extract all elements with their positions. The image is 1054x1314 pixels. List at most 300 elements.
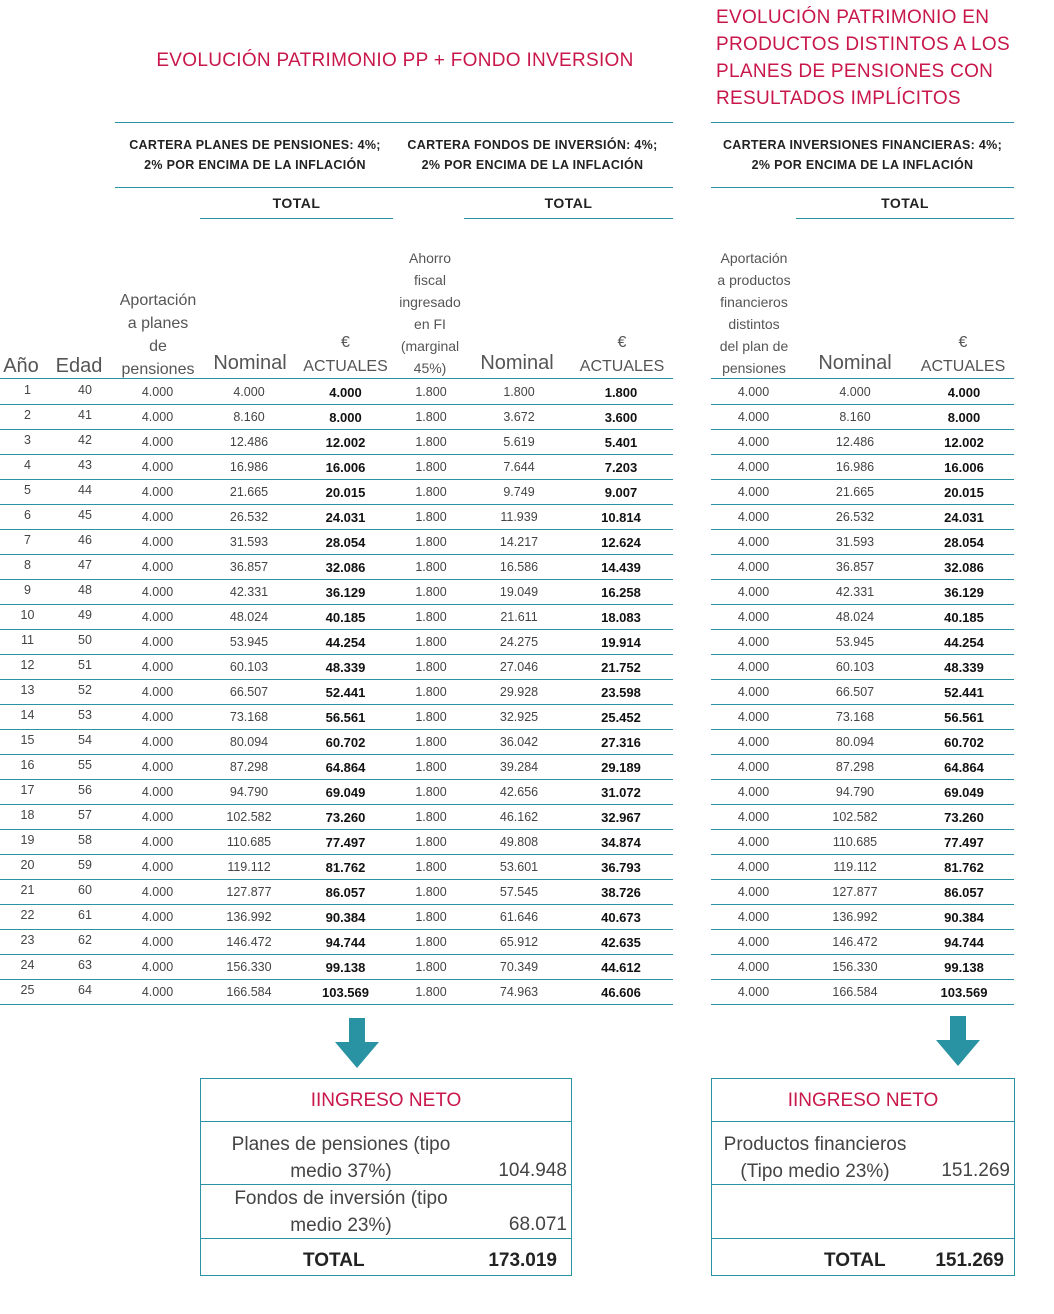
cell-ahorro-fiscal: 1.800	[393, 680, 469, 705]
table-row	[0, 430, 673, 455]
cartera-fi-line: CARTERA FONDOS DE INVERSIÓN: 4%;	[407, 138, 658, 152]
cell-ahorro-fiscal: 1.800	[393, 730, 469, 755]
header-line: a planes	[127, 315, 189, 332]
ingreso-neto-box-right	[711, 1078, 1015, 1276]
cell-actuales-pp: 77.497	[298, 830, 393, 855]
cell-aport-pp: 4.000	[115, 430, 200, 455]
cell-anio: 3	[0, 430, 55, 455]
cell-actuales-fi: 27.316	[569, 730, 673, 755]
cell-nominal-fi: 14.217	[469, 530, 569, 555]
cell-actuales-fi: 16.258	[569, 580, 673, 605]
box-title: IINGRESO NETO	[201, 1079, 571, 1122]
cell-actuales-prod: 64.864	[914, 755, 1014, 780]
table-row	[0, 555, 673, 580]
box-total-label: TOTAL	[824, 1250, 886, 1271]
header-line: €	[617, 334, 627, 351]
cell-aport-prod: 4.000	[711, 555, 796, 580]
table-row	[711, 505, 1014, 530]
cell-anio: 11	[0, 630, 55, 655]
cell-aport-pp: 4.000	[115, 805, 200, 830]
cell-nominal-prod: 127.877	[796, 880, 914, 905]
cell-nominal-fi: 32.925	[469, 705, 569, 730]
cell-nominal-prod: 146.472	[796, 930, 914, 955]
cell-aport-prod: 4.000	[711, 805, 796, 830]
cell-aport-pp: 4.000	[115, 480, 200, 505]
cell-aport-pp: 4.000	[115, 905, 200, 930]
cell-edad: 44	[55, 480, 115, 505]
table-row	[711, 855, 1014, 880]
cell-nominal-prod: 156.330	[796, 955, 914, 980]
header-line: ACTUALES	[579, 358, 665, 375]
header-line: pensiones	[121, 361, 195, 378]
cartera-pp-line: 2% POR ENCIMA DE LA INFLACIÓN	[144, 158, 366, 172]
cell-actuales-prod: 36.129	[914, 580, 1014, 605]
cell-aport-prod: 4.000	[711, 455, 796, 480]
cell-nominal-fi: 65.912	[469, 930, 569, 955]
cell-nominal-pp: 42.331	[200, 580, 298, 605]
header-rule	[711, 378, 1014, 379]
cell-anio: 1	[0, 380, 55, 405]
cell-edad: 59	[55, 855, 115, 880]
cell-actuales-fi: 36.793	[569, 855, 673, 880]
cell-nominal-fi: 19.049	[469, 580, 569, 605]
cell-actuales-prod: 20.015	[914, 480, 1014, 505]
cell-ahorro-fiscal: 1.800	[393, 980, 469, 1005]
cell-actuales-fi: 12.624	[569, 530, 673, 555]
cell-aport-prod: 4.000	[711, 530, 796, 555]
cell-anio: 7	[0, 530, 55, 555]
cartera-fi	[395, 135, 670, 175]
cell-actuales-prod: 12.002	[914, 430, 1014, 455]
cell-nominal-prod: 12.486	[796, 430, 914, 455]
table-row	[711, 980, 1014, 1005]
cartera-fi-line: 2% POR ENCIMA DE LA INFLACIÓN	[421, 158, 644, 172]
table-row	[711, 530, 1014, 555]
cell-edad: 43	[55, 455, 115, 480]
cell-ahorro-fiscal: 1.800	[393, 505, 469, 530]
cell-edad: 41	[55, 405, 115, 430]
cell-aport-pp: 4.000	[115, 655, 200, 680]
header-rule	[0, 378, 673, 379]
cell-nominal-fi: 61.646	[469, 905, 569, 930]
cell-ahorro-fiscal: 1.800	[393, 805, 469, 830]
cell-aport-prod: 4.000	[711, 755, 796, 780]
table-row	[0, 630, 673, 655]
cell-nominal-prod: 53.945	[796, 630, 914, 655]
table-row	[0, 380, 673, 405]
cell-actuales-pp: 52.441	[298, 680, 393, 705]
cell-aport-pp: 4.000	[115, 755, 200, 780]
cell-actuales-fi: 38.726	[569, 880, 673, 905]
cell-nominal-prod: 102.582	[796, 805, 914, 830]
cell-aport-prod: 4.000	[711, 930, 796, 955]
cell-actuales-fi: 40.673	[569, 905, 673, 930]
cell-actuales-pp: 81.762	[298, 855, 393, 880]
cell-actuales-fi: 9.007	[569, 480, 673, 505]
cell-aport-prod: 4.000	[711, 730, 796, 755]
table-row	[711, 480, 1014, 505]
header-aport-pp	[112, 289, 204, 381]
cell-nominal-fi: 7.644	[469, 455, 569, 480]
box-value-pp: 104.948	[498, 1160, 567, 1181]
table-row	[0, 905, 673, 930]
cell-nominal-prod: 48.024	[796, 605, 914, 630]
cell-actuales-prod: 90.384	[914, 905, 1014, 930]
cell-actuales-pp: 94.744	[298, 930, 393, 955]
table-row	[0, 755, 673, 780]
cell-actuales-pp: 86.057	[298, 880, 393, 905]
header-line: 45%)	[413, 360, 447, 376]
cell-actuales-prod: 77.497	[914, 830, 1014, 855]
header-line: ACTUALES	[303, 358, 388, 375]
header-line: €	[341, 334, 350, 351]
cell-nominal-prod: 21.665	[796, 480, 914, 505]
cell-actuales-pp: 36.129	[298, 580, 393, 605]
cell-actuales-pp: 8.000	[298, 405, 393, 430]
header-line: Ahorro	[408, 250, 452, 266]
cell-actuales-fi: 3.600	[569, 405, 673, 430]
cell-actuales-prod: 56.561	[914, 705, 1014, 730]
table-row	[711, 455, 1014, 480]
header-line: Aportación	[119, 292, 197, 309]
table-row	[711, 780, 1014, 805]
cell-nominal-pp: 16.986	[200, 455, 298, 480]
header-line: (marginal	[400, 338, 460, 354]
label-line: Fondos de inversión (tipo	[234, 1188, 448, 1209]
cell-anio: 14	[0, 705, 55, 730]
cell-edad: 56	[55, 780, 115, 805]
cell-nominal-fi: 49.808	[469, 830, 569, 855]
cell-actuales-prod: 52.441	[914, 680, 1014, 705]
cell-nominal-pp: 166.584	[200, 980, 298, 1005]
cell-actuales-pp: 48.339	[298, 655, 393, 680]
header-line: financieros	[720, 294, 788, 310]
cell-actuales-pp: 103.569	[298, 980, 393, 1005]
cell-anio: 21	[0, 880, 55, 905]
cell-aport-pp: 4.000	[115, 880, 200, 905]
cell-nominal-pp: 4.000	[200, 380, 298, 405]
table-row	[0, 705, 673, 730]
cell-nominal-fi: 42.656	[469, 780, 569, 805]
cell-actuales-prod: 16.006	[914, 455, 1014, 480]
cell-actuales-fi: 34.874	[569, 830, 673, 855]
table-row	[711, 580, 1014, 605]
header-ahorro	[392, 247, 468, 379]
cell-aport-pp: 4.000	[115, 380, 200, 405]
table-row	[0, 455, 673, 480]
cell-edad: 40	[55, 380, 115, 405]
cell-anio: 12	[0, 655, 55, 680]
table-row	[711, 680, 1014, 705]
cell-edad: 45	[55, 505, 115, 530]
cell-nominal-prod: 16.986	[796, 455, 914, 480]
cell-edad: 60	[55, 880, 115, 905]
cell-actuales-prod: 44.254	[914, 630, 1014, 655]
cell-edad: 47	[55, 555, 115, 580]
cell-nominal-pp: 119.112	[200, 855, 298, 880]
box-value-fi: 68.071	[508, 1214, 567, 1235]
cell-anio: 18	[0, 805, 55, 830]
cell-nominal-fi: 5.619	[469, 430, 569, 455]
cell-ahorro-fiscal: 1.800	[393, 780, 469, 805]
cell-ahorro-fiscal: 1.800	[393, 955, 469, 980]
box-total-value: 151.269	[935, 1250, 1004, 1271]
cell-actuales-fi: 29.189	[569, 755, 673, 780]
table-row	[711, 830, 1014, 855]
cell-nominal-pp: 94.790	[200, 780, 298, 805]
table-row	[711, 905, 1014, 930]
table-row	[711, 705, 1014, 730]
header-aport-prod	[708, 247, 800, 379]
header-line: ACTUALES	[920, 358, 1006, 375]
cell-edad: 54	[55, 730, 115, 755]
cell-nominal-fi: 46.162	[469, 805, 569, 830]
cell-aport-pp: 4.000	[115, 405, 200, 430]
cell-actuales-fi: 5.401	[569, 430, 673, 455]
cell-nominal-prod: 60.103	[796, 655, 914, 680]
cell-anio: 23	[0, 930, 55, 955]
cell-aport-pp: 4.000	[115, 505, 200, 530]
cell-anio: 6	[0, 505, 55, 530]
box-title: IINGRESO NETO	[712, 1079, 1014, 1122]
box-total-value: 173.019	[488, 1250, 557, 1271]
cell-nominal-prod: 8.160	[796, 405, 914, 430]
cell-anio: 15	[0, 730, 55, 755]
header-nominal-pp: Nominal	[213, 352, 287, 374]
table-row	[0, 780, 673, 805]
cell-nominal-prod: 94.790	[796, 780, 914, 805]
box-label-fi	[211, 1185, 471, 1239]
cell-nominal-pp: 80.094	[200, 730, 298, 755]
cell-nominal-pp: 12.486	[200, 430, 298, 455]
cell-ahorro-fiscal: 1.800	[393, 705, 469, 730]
box-label-pp	[211, 1131, 471, 1185]
cell-actuales-fi: 21.752	[569, 655, 673, 680]
cell-aport-prod: 4.000	[711, 955, 796, 980]
cell-aport-pp: 4.000	[115, 555, 200, 580]
cell-aport-prod: 4.000	[711, 655, 796, 680]
cell-nominal-pp: 8.160	[200, 405, 298, 430]
header-line: de	[149, 338, 167, 355]
cell-nominal-pp: 60.103	[200, 655, 298, 680]
cell-edad: 49	[55, 605, 115, 630]
cell-actuales-prod: 32.086	[914, 555, 1014, 580]
cell-aport-pp: 4.000	[115, 680, 200, 705]
cartera-pp-line: CARTERA PLANES DE PENSIONES: 4%;	[129, 138, 381, 152]
cell-nominal-fi: 27.046	[469, 655, 569, 680]
cell-aport-prod: 4.000	[711, 705, 796, 730]
cartera-pp	[115, 135, 395, 175]
cell-nominal-pp: 87.298	[200, 755, 298, 780]
cell-actuales-fi: 7.203	[569, 455, 673, 480]
table-row	[711, 655, 1014, 680]
cell-nominal-fi: 3.672	[469, 405, 569, 430]
cell-edad: 53	[55, 705, 115, 730]
table-row	[0, 605, 673, 630]
cell-actuales-fi: 44.612	[569, 955, 673, 980]
cell-anio: 10	[0, 605, 55, 630]
cell-actuales-fi: 19.914	[569, 630, 673, 655]
cell-actuales-pp: 20.015	[298, 480, 393, 505]
cell-aport-pp: 4.000	[115, 580, 200, 605]
cell-actuales-pp: 90.384	[298, 905, 393, 930]
cell-aport-prod: 4.000	[711, 880, 796, 905]
cell-aport-prod: 4.000	[711, 980, 796, 1005]
cell-actuales-prod: 48.339	[914, 655, 1014, 680]
box-separator	[201, 1238, 571, 1239]
cell-actuales-prod: 86.057	[914, 880, 1014, 905]
cell-nominal-prod: 66.507	[796, 680, 914, 705]
cell-edad: 62	[55, 930, 115, 955]
table-row	[711, 930, 1014, 955]
table-row	[0, 580, 673, 605]
box-value-pf: 151.269	[941, 1160, 1010, 1181]
cell-ahorro-fiscal: 1.800	[393, 830, 469, 855]
cell-aport-pp: 4.000	[115, 530, 200, 555]
cell-ahorro-fiscal: 1.800	[393, 605, 469, 630]
group-total-fi: TOTAL	[544, 195, 593, 211]
table-row	[0, 830, 673, 855]
cell-actuales-pp: 28.054	[298, 530, 393, 555]
cell-nominal-pp: 31.593	[200, 530, 298, 555]
cell-aport-prod: 4.000	[711, 405, 796, 430]
header-anio: Año	[3, 355, 39, 377]
table-row	[0, 530, 673, 555]
cell-nominal-pp: 36.857	[200, 555, 298, 580]
cell-actuales-fi: 42.635	[569, 930, 673, 955]
cell-anio: 4	[0, 455, 55, 480]
cell-ahorro-fiscal: 1.800	[393, 930, 469, 955]
table-row	[0, 680, 673, 705]
cell-ahorro-fiscal: 1.800	[393, 430, 469, 455]
cell-ahorro-fiscal: 1.800	[393, 880, 469, 905]
cell-actuales-pp: 56.561	[298, 705, 393, 730]
header-line: en FI	[414, 316, 446, 332]
cell-actuales-fi: 31.072	[569, 780, 673, 805]
cell-actuales-prod: 81.762	[914, 855, 1014, 880]
ingreso-neto-box-left	[200, 1078, 572, 1276]
cell-ahorro-fiscal: 1.800	[393, 755, 469, 780]
cell-aport-pp: 4.000	[115, 630, 200, 655]
cell-edad: 64	[55, 980, 115, 1005]
divider	[796, 218, 1014, 219]
cell-actuales-prod: 28.054	[914, 530, 1014, 555]
cell-nominal-prod: 119.112	[796, 855, 914, 880]
cell-anio: 20	[0, 855, 55, 880]
cell-actuales-pp: 60.702	[298, 730, 393, 755]
cell-nominal-prod: 4.000	[796, 380, 914, 405]
cell-edad: 57	[55, 805, 115, 830]
cell-nominal-pp: 26.532	[200, 505, 298, 530]
label-line: medio 23%)	[290, 1215, 392, 1236]
cell-nominal-pp: 127.877	[200, 880, 298, 905]
cell-actuales-fi: 18.083	[569, 605, 673, 630]
cell-nominal-fi: 29.928	[469, 680, 569, 705]
cell-aport-pp: 4.000	[115, 455, 200, 480]
table-row	[711, 405, 1014, 430]
cell-aport-pp: 4.000	[115, 705, 200, 730]
table-row	[711, 380, 1014, 405]
cell-actuales-pp: 12.002	[298, 430, 393, 455]
header-line: distintos	[728, 316, 780, 332]
cell-aport-pp: 4.000	[115, 980, 200, 1005]
cell-nominal-prod: 80.094	[796, 730, 914, 755]
cell-ahorro-fiscal: 1.800	[393, 855, 469, 880]
header-nominal-fi: Nominal	[480, 352, 554, 374]
cell-actuales-prod: 4.000	[914, 380, 1014, 405]
cell-anio: 25	[0, 980, 55, 1005]
cell-actuales-fi: 23.598	[569, 680, 673, 705]
cell-nominal-prod: 87.298	[796, 755, 914, 780]
table-row	[711, 755, 1014, 780]
cell-ahorro-fiscal: 1.800	[393, 455, 469, 480]
label-line: Planes de pensiones (tipo	[231, 1134, 451, 1155]
table-row	[0, 405, 673, 430]
cell-actuales-prod: 24.031	[914, 505, 1014, 530]
title-right-line: RESULTADOS IMPLÍCITOS	[716, 88, 961, 109]
cell-nominal-pp: 110.685	[200, 830, 298, 855]
cell-nominal-fi: 53.601	[469, 855, 569, 880]
cell-aport-prod: 4.000	[711, 780, 796, 805]
cell-edad: 51	[55, 655, 115, 680]
cell-actuales-pp: 32.086	[298, 555, 393, 580]
cell-ahorro-fiscal: 1.800	[393, 530, 469, 555]
header-actuales-if	[912, 331, 1014, 379]
cell-nominal-prod: 36.857	[796, 555, 914, 580]
cell-nominal-prod: 42.331	[796, 580, 914, 605]
divider	[711, 122, 1014, 123]
title-left: EVOLUCIÓN PATRIMONIO PP + FONDO INVERSION	[156, 50, 634, 71]
box-total-label: TOTAL	[303, 1250, 365, 1271]
cell-aport-prod: 4.000	[711, 855, 796, 880]
header-line: ingresado	[399, 294, 461, 310]
cell-anio: 8	[0, 555, 55, 580]
header-actuales-pp	[297, 331, 394, 379]
table-row	[711, 555, 1014, 580]
cell-edad: 48	[55, 580, 115, 605]
cell-actuales-prod: 69.049	[914, 780, 1014, 805]
header-line: pensiones	[722, 360, 786, 376]
cell-actuales-prod: 8.000	[914, 405, 1014, 430]
cell-nominal-pp: 21.665	[200, 480, 298, 505]
cell-nominal-pp: 146.472	[200, 930, 298, 955]
cell-anio: 9	[0, 580, 55, 605]
cell-aport-prod: 4.000	[711, 905, 796, 930]
cell-anio: 5	[0, 480, 55, 505]
cell-anio: 2	[0, 405, 55, 430]
table-productos	[711, 380, 1014, 1005]
cell-anio: 19	[0, 830, 55, 855]
cell-aport-prod: 4.000	[711, 480, 796, 505]
cell-actuales-prod: 99.138	[914, 955, 1014, 980]
table-row	[0, 480, 673, 505]
table-row	[711, 880, 1014, 905]
cell-actuales-pp: 24.031	[298, 505, 393, 530]
cell-ahorro-fiscal: 1.800	[393, 905, 469, 930]
cell-actuales-pp: 40.185	[298, 605, 393, 630]
cell-aport-pp: 4.000	[115, 730, 200, 755]
cell-nominal-pp: 136.992	[200, 905, 298, 930]
cartera-if-line: CARTERA INVERSIONES FINANCIERAS: 4%;	[722, 138, 1003, 152]
table-row	[0, 730, 673, 755]
box-separator	[712, 1238, 1014, 1239]
cell-actuales-fi: 10.814	[569, 505, 673, 530]
title-right	[716, 4, 1046, 112]
cell-aport-prod: 4.000	[711, 830, 796, 855]
cell-actuales-pp: 16.006	[298, 455, 393, 480]
header-line: Aportación	[720, 250, 788, 266]
cell-nominal-prod: 110.685	[796, 830, 914, 855]
